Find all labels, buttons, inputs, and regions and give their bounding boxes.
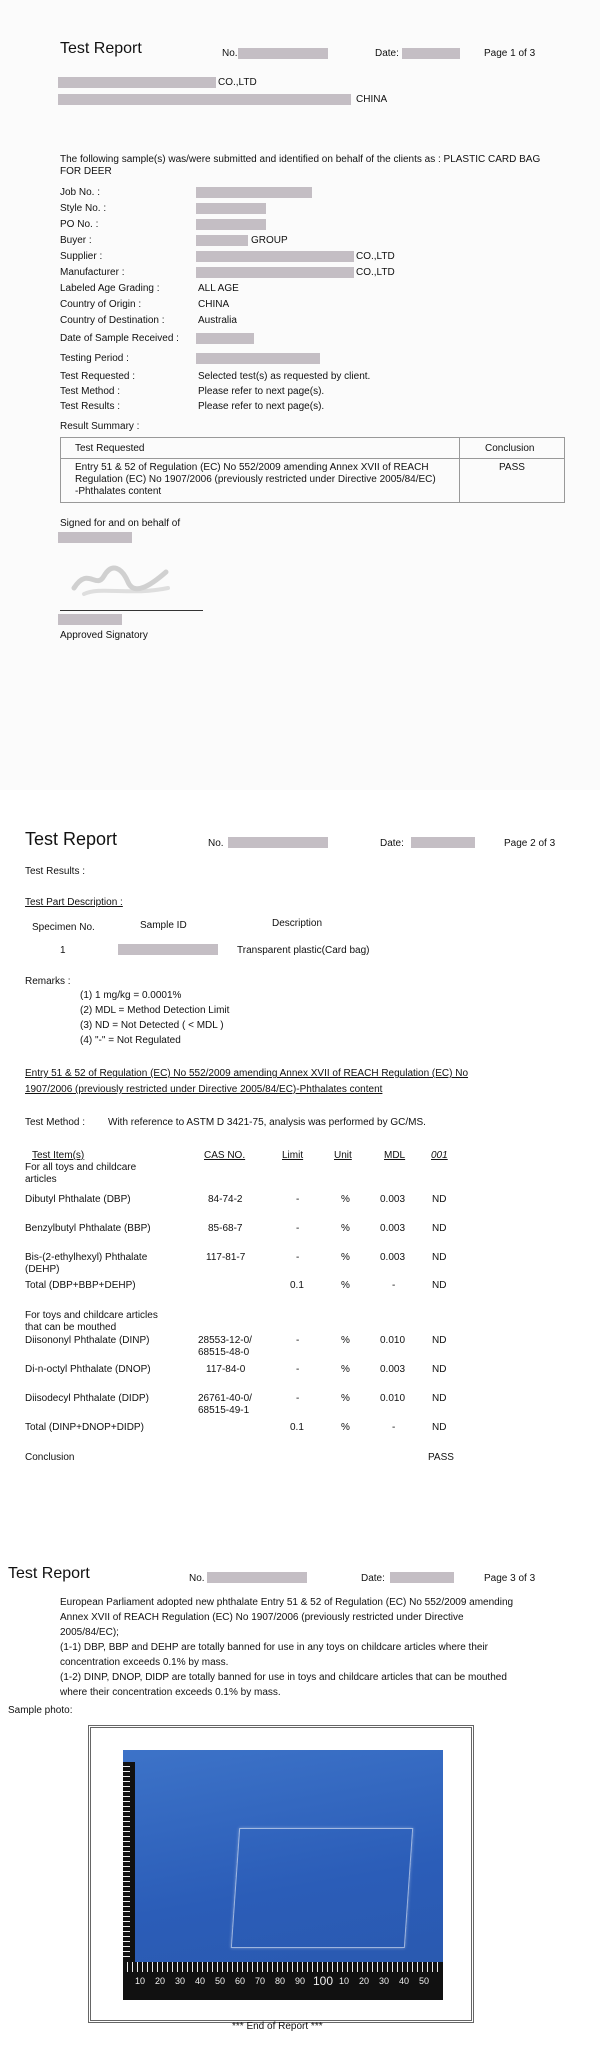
field-label: Country of Destination : [60,315,165,326]
signature-scribble [70,560,180,600]
redacted-sample-id [118,944,218,955]
report-no-label: No. [222,48,238,59]
remarks-label: Remarks : [25,976,71,987]
redacted-date [411,837,475,848]
result-value: ND [432,1335,447,1346]
col-unit: Unit [334,1150,352,1161]
result-unit: % [341,1364,350,1375]
ruler-number: 10 [339,1976,350,1986]
result-value: ND [432,1252,447,1263]
redacted-date [390,1572,454,1583]
field-value: CHINA [198,299,230,310]
field-label: Supplier : [60,251,103,262]
regulation-line-1: Entry 51 & 52 of Regulation (EC) No 552/2009 amending Annex XVII of REACH Regulation (EC) No [25,1068,469,1079]
redacted-value [196,353,320,364]
result-item: Diisononyl Phthalate (DINP) [25,1335,150,1346]
field-label: Style No. : [60,203,107,214]
result-value: ND [432,1393,447,1404]
approved-signatory: Approved Signatory [60,630,148,641]
result-cas: 85-68-7 [208,1223,243,1234]
ruler-number: 90 [295,1976,306,1986]
ruler-ticks [123,1766,130,1958]
redacted-value [196,219,266,230]
intro-line-1: The following sample(s) was/were submitted and identified on behalf of the clients as : PLASTIC CARD BAG [60,154,541,165]
field-value: Please refer to next page(s). [198,401,325,412]
col-test-requested: Test Requested [75,443,145,454]
regulation-line-2: 1907/2006 (previously restricted under Directive 2005/84/EC)-Phthalates content [25,1084,383,1095]
remark-item: (1) 1 mg/kg = 0.0001% [80,990,182,1001]
ruler-number: 50 [419,1976,430,1986]
result-mdl: 0.003 [380,1194,406,1205]
notice-line: Annex XVII of REACH Regulation (EC) No 1907/2006 (previously restricted under Directive [60,1612,464,1623]
redacted-value [196,235,248,246]
page-number: Page 2 of 3 [504,838,556,849]
redacted-report-no [207,1572,307,1583]
result-cas: 68515-48-0 [198,1347,250,1358]
group-heading-line: For all toys and childcare [25,1162,137,1173]
client-name-suffix: CO.,LTD [218,77,257,88]
result-mdl: - [392,1422,396,1433]
result-value: ND [432,1194,447,1205]
field-label: Country of Origin : [60,299,142,310]
report-page-2 [0,810,600,1530]
summary-test-line-3: -Phthalates content [75,486,162,497]
result-unit: % [341,1393,350,1404]
conclusion-label: Conclusion [25,1452,75,1463]
result-value: ND [432,1280,447,1291]
result-limit: - [296,1335,300,1346]
notice-line: where their concentration exceeds 0.1% by mass. [60,1687,281,1698]
result-item: Diisodecyl Phthalate (DIDP) [25,1393,149,1404]
result-item: Total (DBP+BBP+DEHP) [25,1280,136,1291]
ruler-number: 50 [215,1976,226,1986]
summary-test-line-2: Regulation (EC) No 1907/2006 (previously restricted under Directive 2005/84/EC) [75,474,436,485]
result-cas: 117-84-0 [206,1364,246,1375]
col-conclusion: Conclusion [485,443,535,454]
intro-line-2: FOR DEER [60,166,112,177]
specimen-no-value: 1 [60,945,66,956]
field-label: Buyer : [60,235,92,246]
remark-item: (2) MDL = Method Detection Limit [80,1005,230,1016]
redacted-report-no [238,48,328,59]
field-value: CO.,LTD [356,251,395,262]
result-mdl: 0.010 [380,1335,406,1346]
field-label: Test Results : [60,401,121,412]
ruler-number: 20 [155,1976,166,1986]
report-page-1 [0,0,600,790]
result-mdl: - [392,1280,396,1291]
table-divider [459,438,460,502]
redacted-report-no [228,837,328,848]
test-part-description-heading: Test Part Description : [25,897,123,908]
ruler-number: 30 [379,1976,390,1986]
specimen-description: Transparent plastic(Card bag) [237,945,370,956]
result-unit: % [341,1335,350,1346]
redacted-client-name [58,77,216,88]
ruler-number: 10 [135,1976,146,1986]
report-page-3 [0,1545,600,2045]
notice-line: 2005/84/EC); [60,1627,119,1638]
col-test-items: Test Item(s) [32,1150,85,1161]
result-summary-label: Result Summary : [60,421,140,432]
field-label: Manufacturer : [60,267,125,278]
col-description: Description [272,918,323,929]
result-cas: 84-74-2 [208,1194,243,1205]
notice-line: concentration exceeds 0.1% by mass. [60,1657,229,1668]
redacted-signatory-name [58,614,122,625]
result-limit: 0.1 [290,1422,304,1433]
ruler-number: 40 [399,1976,410,1986]
report-no-label: No. [189,1573,205,1584]
ruler-horizontal [123,1962,443,2000]
client-address-suffix: CHINA [356,94,388,105]
redacted-value [196,187,312,198]
group-heading-line: For toys and childcare articles [25,1310,158,1321]
result-limit: - [296,1194,300,1205]
result-item: Di-n-octyl Phthalate (DNOP) [25,1364,151,1375]
field-label: Job No. : [60,187,101,198]
field-label: Testing Period : [60,353,129,364]
field-label: PO No. : [60,219,99,230]
redacted-value [196,203,266,214]
result-item: (DEHP) [25,1264,60,1275]
sample-photo-label: Sample photo: [8,1705,73,1716]
result-value: ND [432,1364,447,1375]
result-limit: - [296,1223,300,1234]
ruler-number: 100 [313,1974,334,1988]
col-cas-no: CAS NO. [204,1150,246,1161]
table-divider [61,458,564,459]
summary-conclusion: PASS [499,462,525,473]
result-value: ND [432,1422,447,1433]
col-mdl: MDL [384,1150,406,1161]
sample-photo [123,1750,443,2000]
result-item: Dibutyl Phthalate (DBP) [25,1194,131,1205]
redacted-value [196,267,354,278]
result-cas: 28553-12-0/ [198,1335,252,1346]
notice-line: (1-2) DINP, DNOP, DIDP are totally banned for use in toys and childcare articles that can be mouthed [60,1672,507,1683]
field-value: CO.,LTD [356,267,395,278]
col-sample-001: 001 [431,1150,448,1161]
field-value: Australia [198,315,237,326]
result-cas: 117-81-7 [206,1252,246,1263]
page-number: Page 3 of 3 [484,1573,536,1584]
redacted-date [402,48,460,59]
field-label: Test Requested : [60,371,136,382]
result-item: Total (DINP+DNOP+DIDP) [25,1422,144,1433]
field-value: Selected test(s) as requested by client. [198,371,371,382]
end-of-report: *** End of Report *** [232,2021,323,2032]
result-unit: % [341,1252,350,1263]
redacted-value [196,333,254,344]
notice-line: (1-1) DBP, BBP and DEHP are totally banned for use in any toys on childcare articles where their [60,1642,489,1653]
remark-item: (3) ND = Not Detected ( < MDL ) [80,1020,224,1031]
signature-line [60,610,203,611]
field-value: ALL AGE [198,283,239,294]
result-cas: 26761-40-0/ [198,1393,252,1404]
ruler-number: 30 [175,1976,186,1986]
result-unit: % [341,1280,350,1291]
result-mdl: 0.003 [380,1252,406,1263]
report-no-label: No. [208,838,224,849]
report-date-label: Date: [380,838,404,849]
redacted-client-address [58,94,351,105]
ruler-number: 70 [255,1976,266,1986]
result-unit: % [341,1223,350,1234]
report-title: Test Report [8,1565,90,1582]
result-unit: % [341,1422,350,1433]
ruler-number: 60 [235,1976,246,1986]
result-mdl: 0.003 [380,1364,406,1375]
report-date-label: Date: [361,1573,385,1584]
remark-item: (4) "-" = Not Regulated [80,1035,181,1046]
result-value: ND [432,1223,447,1234]
field-value: GROUP [251,235,288,246]
field-label: Test Method : [60,386,121,397]
result-unit: % [341,1194,350,1205]
result-limit: - [296,1252,300,1263]
col-limit: Limit [282,1150,304,1161]
ruler-number: 40 [195,1976,206,1986]
ruler-number: 20 [359,1976,370,1986]
ruler-ticks [127,1962,439,1972]
sample-photo-frame [88,1725,474,2023]
report-date-label: Date: [375,48,399,59]
field-label: Date of Sample Received : [60,333,179,344]
page-number: Page 1 of 3 [484,48,536,59]
transparent-card-bag [231,1828,413,1948]
summary-test-line-1: Entry 51 & 52 of Regulation (EC) No 552/2009 amending Annex XVII of REACH [75,462,429,473]
test-method-label: Test Method : [25,1117,86,1128]
report-title: Test Report [60,40,142,57]
test-results-label: Test Results : [25,866,86,877]
group-heading-line: articles [25,1174,57,1185]
result-item: Bis-(2-ethylhexyl) Phthalate [25,1252,148,1263]
result-limit: - [296,1393,300,1404]
group-heading-line: that can be mouthed [25,1322,117,1333]
result-cas: 68515-49-1 [198,1405,250,1416]
signed-for-label: Signed for and on behalf of [60,518,181,529]
report-title: Test Report [25,829,118,849]
result-item: Benzylbutyl Phthalate (BBP) [25,1223,151,1234]
redacted-company [58,532,132,543]
col-sample-id: Sample ID [140,920,187,931]
field-label: Labeled Age Grading : [60,283,160,294]
col-specimen-no: Specimen No. [32,922,95,933]
result-limit: - [296,1364,300,1375]
conclusion-value: PASS [428,1452,454,1463]
notice-line: European Parliament adopted new phthalate Entry 51 & 52 of Regulation (EC) No 552/2009 amending [60,1597,514,1608]
ruler-number: 80 [275,1976,286,1986]
ruler-vertical [123,1762,135,1962]
result-mdl: 0.010 [380,1393,406,1404]
test-method-value: With reference to ASTM D 3421-75, analysis was performed by GC/MS. [108,1117,426,1128]
result-summary-table [60,437,565,503]
redacted-value [196,251,354,262]
result-mdl: 0.003 [380,1223,406,1234]
field-value: Please refer to next page(s). [198,386,325,397]
result-limit: 0.1 [290,1280,304,1291]
